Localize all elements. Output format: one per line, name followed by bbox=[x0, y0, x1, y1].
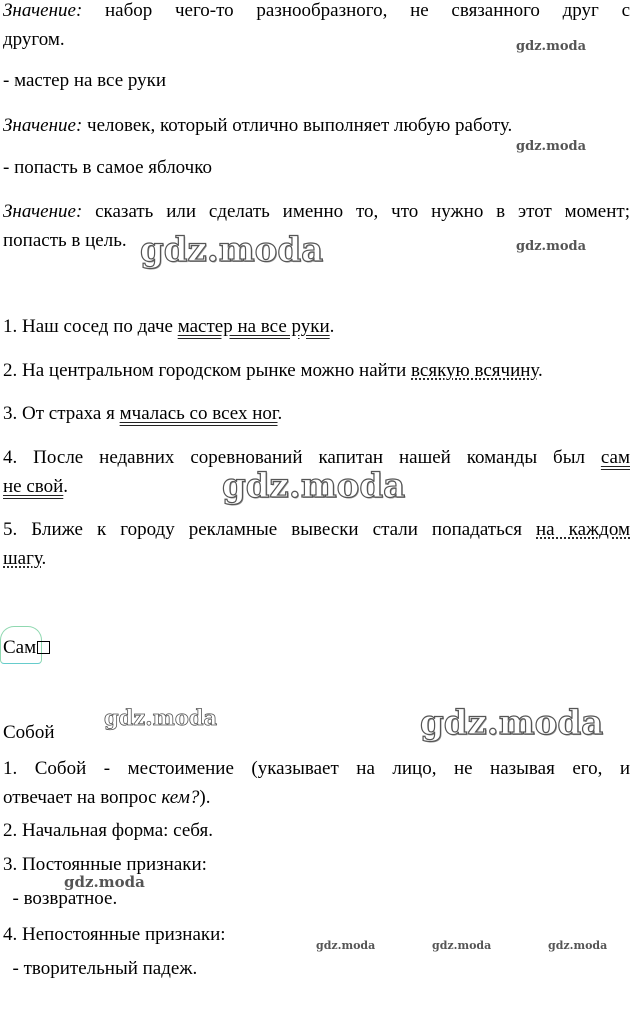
meaning-line-3b: попасть в цель. bbox=[3, 230, 127, 251]
sentence-text: . bbox=[538, 360, 543, 381]
underlined-phrase: шагу bbox=[3, 548, 42, 569]
meaning-label: Значение: bbox=[3, 0, 83, 21]
watermark: gdz.moda bbox=[140, 230, 324, 270]
word-label: Сам bbox=[3, 637, 37, 658]
sentence-2 bbox=[3, 360, 543, 382]
analysis-point-4-item: - творительный падеж. bbox=[3, 958, 198, 979]
sentence-text: 2. На центральном городском рынке можно найти bbox=[3, 360, 412, 381]
watermark: gdz.moda bbox=[64, 873, 145, 891]
watermark: gdz.moda bbox=[316, 939, 376, 952]
sentence-1 bbox=[3, 316, 334, 338]
question-word: кем? bbox=[161, 787, 200, 808]
analysis-point-1b bbox=[3, 787, 210, 809]
meaning-line-2 bbox=[3, 115, 512, 137]
empty-box-icon bbox=[37, 641, 50, 654]
watermark: gdz.moda bbox=[548, 939, 608, 952]
idiom-line: - мастер на все руки bbox=[3, 70, 167, 91]
watermark: gdz.moda bbox=[104, 705, 218, 730]
meaning-line-1b: другом. bbox=[3, 29, 65, 50]
watermark: gdz.moda bbox=[420, 703, 604, 743]
underlined-phrase: не свой bbox=[3, 476, 64, 497]
sentence-text: . bbox=[63, 476, 69, 497]
watermark: gdz.moda bbox=[432, 939, 492, 952]
meaning-line-1 bbox=[3, 0, 630, 22]
underlined-phrase: на каждом bbox=[536, 519, 630, 540]
sentence-3 bbox=[3, 403, 282, 425]
meaning-label: Значение: bbox=[3, 201, 83, 222]
word-sam bbox=[3, 637, 50, 659]
word-soboi: Собой bbox=[3, 722, 55, 743]
watermark: gdz.moda bbox=[516, 139, 587, 154]
analysis-point-4: 4. Непостоянные признаки: bbox=[3, 924, 226, 945]
sentence-text: . bbox=[41, 548, 47, 569]
meaning-text: сказать или сделать именно то, что нужно в этот момент; bbox=[82, 201, 630, 222]
meaning-line-3 bbox=[3, 201, 630, 223]
analysis-point-1: 1. Собой - местоимение (указывает на лицо, не называя его, и bbox=[3, 758, 630, 779]
analysis-point-3-item: - возвратное. bbox=[3, 888, 118, 909]
sentence-5 bbox=[3, 519, 630, 541]
underlined-phrase: сам bbox=[600, 447, 630, 468]
analysis-point-3: 3. Постоянные признаки: bbox=[3, 854, 207, 875]
analysis-text: отвечает на вопрос bbox=[3, 787, 162, 808]
watermark: gdz.moda bbox=[516, 39, 587, 54]
watermark: gdz.moda bbox=[516, 239, 587, 254]
analysis-point-2: 2. Начальная форма: себя. bbox=[3, 820, 213, 841]
sentence-text: 4. После недавних соревнований капитан нашей команды был bbox=[3, 447, 601, 468]
sentence-4b bbox=[3, 476, 68, 498]
watermark: gdz.moda bbox=[222, 466, 406, 506]
sentence-text: 3. От страха я bbox=[3, 403, 120, 424]
meaning-text: человек, который отлично выполняет любую работу. bbox=[82, 115, 513, 136]
analysis-text: ). bbox=[199, 787, 211, 808]
underlined-phrase: мастер на все руки bbox=[177, 316, 330, 337]
sentence-text: . bbox=[329, 316, 335, 337]
sentence-text: . bbox=[277, 403, 283, 424]
meaning-text: набор чего-то разнообразного, не связанного друг с bbox=[82, 0, 630, 21]
sentence-5b bbox=[3, 548, 46, 570]
underlined-phrase: мчалась со всех ног bbox=[119, 403, 278, 424]
sentence-text: 1. Наш сосед по даче bbox=[3, 316, 178, 337]
underlined-phrase: всякую всячину bbox=[411, 360, 539, 381]
idiom-line: - попасть в самое яблочко bbox=[3, 157, 212, 178]
meaning-label: Значение: bbox=[3, 115, 83, 136]
sentence-text: 5. Ближе к городу рекламные вывески стали попадаться bbox=[3, 519, 536, 540]
